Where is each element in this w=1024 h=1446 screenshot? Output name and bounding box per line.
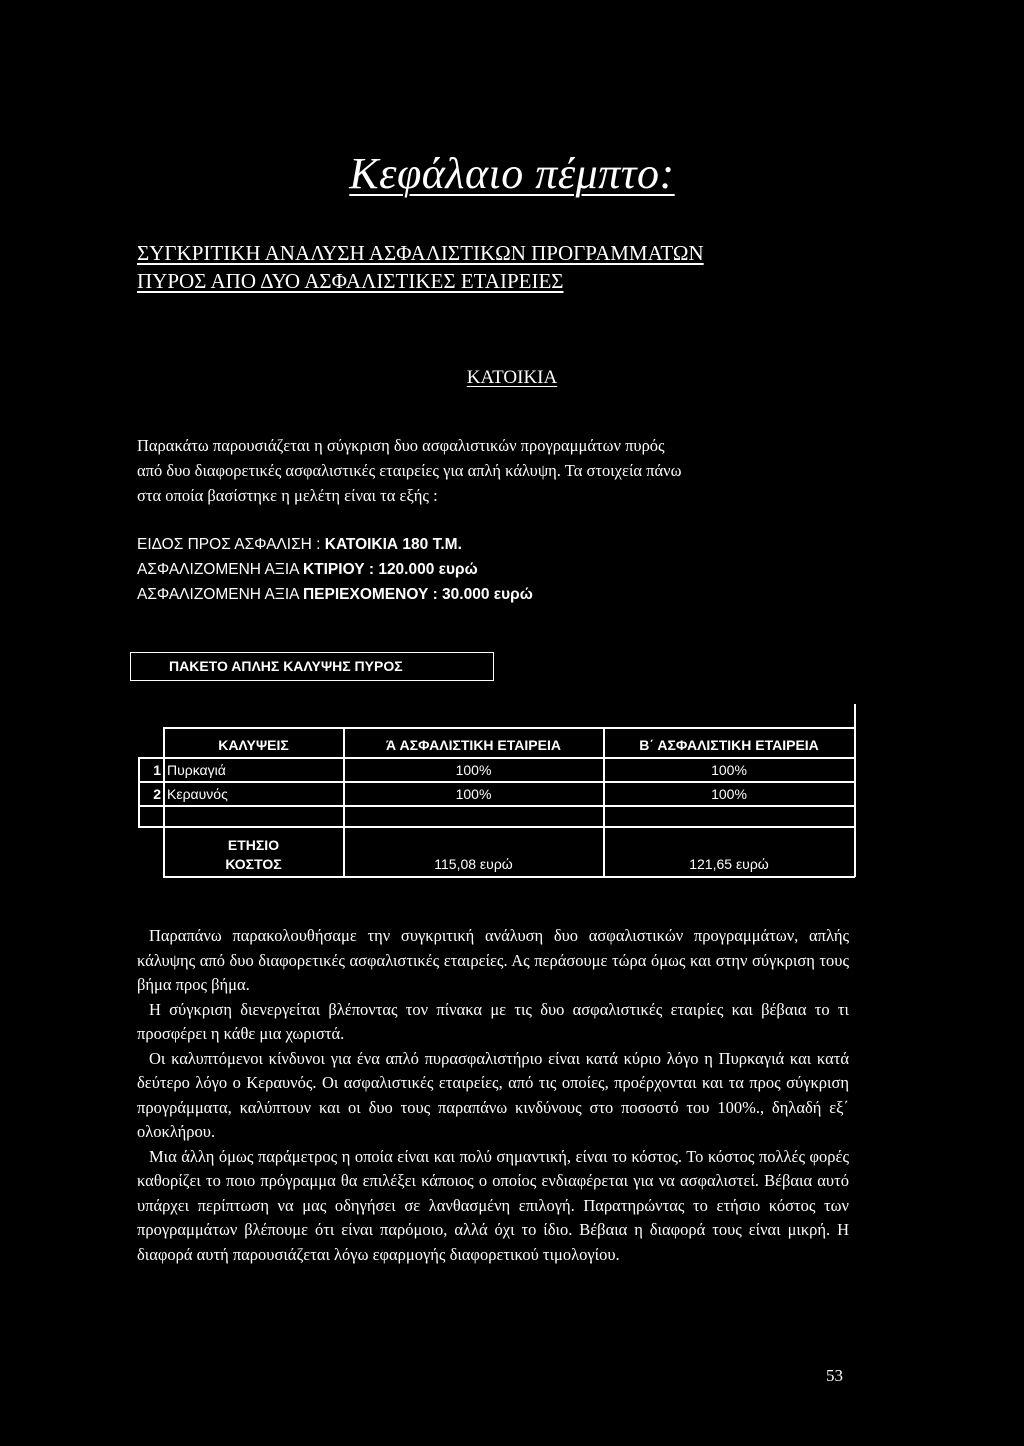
package-title-box: ΠΑΚΕΤΟ ΑΠΛΗΣ ΚΑΛΥΨΗΣ ΠΥΡΟΣ: [130, 652, 494, 681]
body-paragraph: Παραπάνω παρακολουθήσαμε την συγκριτική ανάλυση δυο ασφαλιστικών προγραμμάτων, απλής κάλυψης από δυο διαφορετικές ασφαλιστικές εταιρείες. Ας περάσουμε τώρα όμως και στην σύγκριση τους βήμα προς βήμα.: [137, 926, 849, 994]
page-number: 53: [826, 1366, 843, 1385]
table-rule: [138, 781, 855, 783]
spec-label: ΕΙΔΟΣ ΠΡΟΣ ΑΣΦΑΛΙΣΗ :: [137, 536, 325, 553]
header-company-a: Ά ΑΣΦΑΛΙΣΤΙΚΗ ΕΤΑΙΡΕΙΑ: [386, 737, 561, 753]
spec-property-type: [137, 536, 462, 554]
table-rule: [854, 704, 856, 877]
spec-contents-value: [137, 586, 533, 604]
header-company-b: Β΄ ΑΣΦΑΛΙΣΤΙΚΗ ΕΤΑΙΡΕΙΑ: [639, 737, 819, 753]
cost-company-b: 121,65 ευρώ: [689, 856, 769, 872]
cost-company-a: 115,08 ευρώ: [434, 856, 513, 872]
row-number: 1: [153, 762, 161, 778]
cost-label-line-1: ΕΤΗΣΙΟ: [227, 837, 280, 853]
intro-line: από δυο διαφορετικές ασφαλιστικές εταιρείες για απλή κάλυψη. Τα στοιχεία πάνω: [137, 461, 682, 480]
body-paragraph: Μια άλλη όμως παράμετρος η οποία είναι και πολύ σημαντική, είναι το κόστος. Το κόστος πολλές φορές καθορίζει το ποιο πρόγραμμα θα επιλέξει κάποιος ο οποίος ενδιαφέρεται για να ασφαλιστεί. Βέβαια αυτό υπάρχει περίπτωση να μας οδηγήσει σε λανθασμένη επιλογή. Παρατηρώντας το ετήσιο κόστος των προγραμμάτων βλέπουμε ότι είναι παρόμοιο, αλλά όχι το ίδιο. Βέβαια η διαφορά τους είναι μικρή. Η διαφορά αυτή παρουσιάζεται λόγω εφαρμογής διαφορετικού τιμολογίου.: [137, 1146, 849, 1264]
section-title: ΚΑΤΟΙΚΙΑ: [466, 367, 558, 388]
table-rule: [138, 826, 855, 828]
intro-line: Παρακάτω παρουσιάζεται η σύγκριση δυο ασφαλιστικών προγραμμάτων πυρός: [137, 436, 665, 455]
spec-label: ΑΣΦΑΛΙΖΟΜΕΝΗ ΑΞΙΑ: [137, 561, 303, 578]
row-company-a-value: 100%: [455, 786, 492, 802]
row-company-a-value: 100%: [455, 762, 492, 778]
spec-value: ΚΤΙΡΙΟΥ : 120.000 ευρώ: [302, 561, 478, 578]
table-rule: [138, 805, 855, 807]
table-rule: [138, 757, 855, 759]
cost-label-line-2: ΚΟΣΤΟΣ: [225, 856, 282, 872]
spec-value: ΚΑΤΟΙΚΙΑ 180 Τ.Μ.: [324, 536, 462, 553]
body-text: [137, 924, 849, 1267]
header-coverage: ΚΑΛΥΨΕΙΣ: [218, 737, 289, 753]
table-rule: [163, 727, 855, 729]
heading-line-2: ΠΥΡΟΣ ΑΠΟ ΔΥΟ ΑΣΦΑΛΙΣΤΙΚΕΣ ΕΤΑΙΡΕΙΕΣ: [137, 269, 564, 293]
spec-building-value: [137, 561, 478, 579]
body-paragraph: Η σύγκριση διενεργείται βλέποντας τον πίνακα με τις δυο ασφαλιστικές εταιρίες και βέβαια το τι προσφέρει η κάθε μια χωριστά.: [137, 999, 849, 1043]
heading-line-1: ΣΥΓΚΡΙΤΙΚΗ ΑΝΑΛΥΣΗ ΑΣΦΑΛΙΣΤΙΚΩΝ ΠΡΟΓΡΑΜΜΑΤΩΝ: [137, 241, 704, 265]
row-number: 2: [153, 786, 161, 802]
spec-value: ΠΕΡΙΕΧΟΜΕΝΟΥ : 30.000 ευρώ: [302, 586, 533, 603]
row-coverage: Πυρκαγιά: [167, 762, 226, 778]
chapter-title: Κεφάλαιο πέμπτο:: [349, 149, 675, 198]
cost-label: [164, 836, 343, 874]
intro-paragraph: [137, 433, 857, 508]
row-coverage: Κεραυνός: [167, 786, 228, 802]
intro-line: στα οποία βασίστηκε η μελέτη είναι τα εξής :: [137, 486, 438, 505]
row-company-b-value: 100%: [711, 762, 747, 778]
table-rule: [163, 876, 855, 878]
body-paragraph: Οι καλυπτόμενοι κίνδυνοι για ένα απλό πυρασφαλιστήριο είναι κατά κύριο λόγο η Πυρκαγιά και κατά δεύτερο λόγο ο Κεραυνός. Οι ασφαλιστικές εταιρείες, από τις οποίες, προέρχονται και τα προς σύγκριση προγράμματα, καλύπτουν και οι δυο τους παραπάνω κινδύνους στο ποσοστό του 100%., δηλαδή εξ΄ ολοκλήρου.: [137, 1048, 849, 1141]
spec-label: ΑΣΦΑΛΙΖΟΜΕΝΗ ΑΞΙΑ: [137, 586, 303, 603]
row-company-b-value: 100%: [711, 786, 747, 802]
